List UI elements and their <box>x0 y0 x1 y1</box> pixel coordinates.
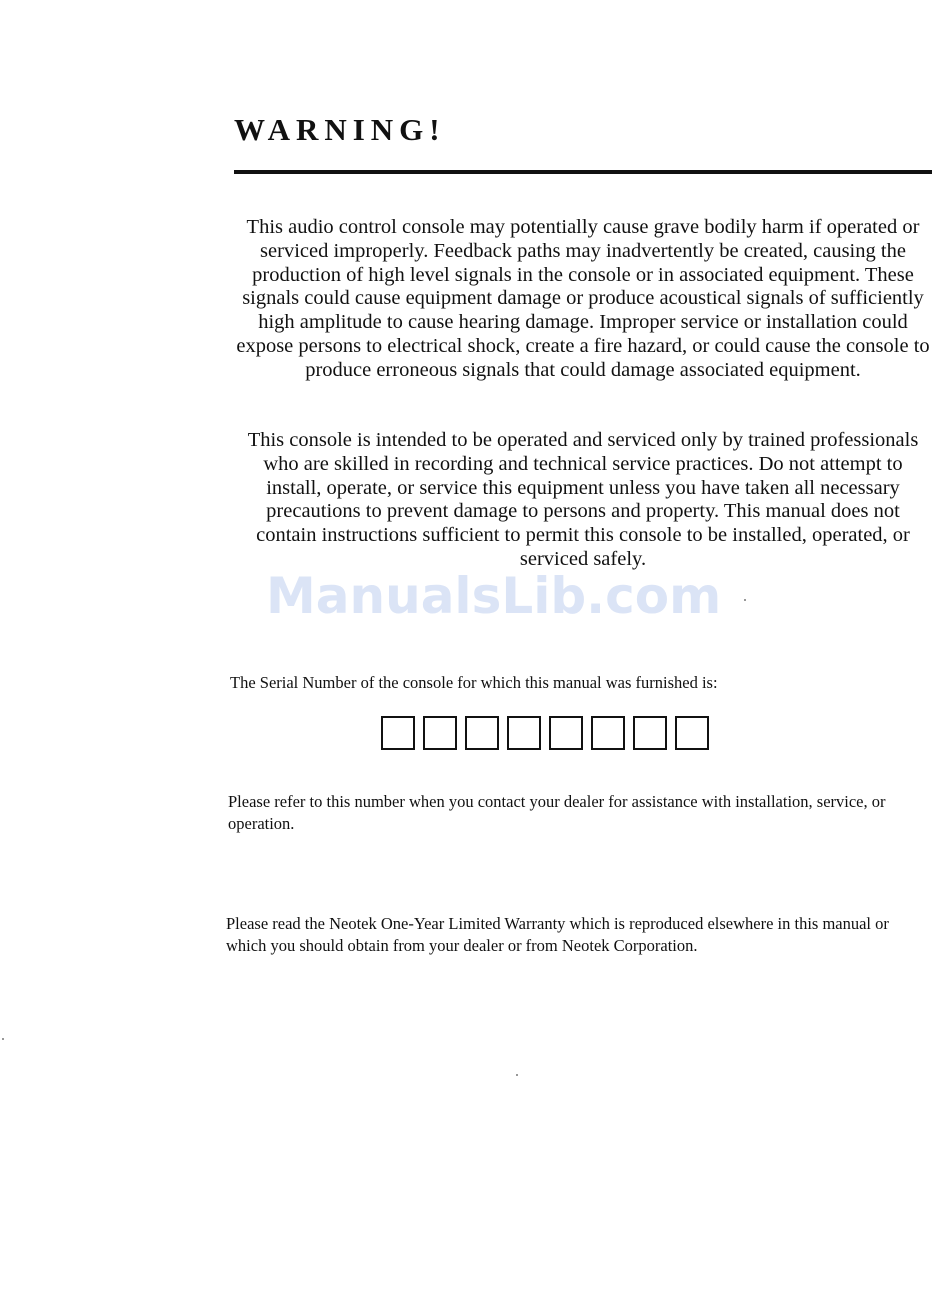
title-rule <box>234 170 932 174</box>
serial-number-boxes <box>381 716 709 750</box>
serial-digit-box <box>465 716 499 750</box>
serial-digit-box <box>549 716 583 750</box>
refer-instructions: Please refer to this number when you contact your dealer for assistance with installation, service, or operation. <box>228 792 886 833</box>
warning-paragraph-trained-professionals: This console is intended to be operated and serviced only by trained professionals who are skilled in recording and technical service practices. Do not attempt to install, operate, or service this equipment unless you have taken all necessary precautions to prevent damage to persons and property. This manual does not contain instructions sufficient to permit this console to be installed, operated, or serviced safely. <box>247 429 919 570</box>
page-title: WARNING! <box>234 112 446 147</box>
serial-digit-box <box>633 716 667 750</box>
scan-speck <box>744 599 746 601</box>
serial-digit-box <box>423 716 457 750</box>
serial-number-label: The Serial Number of the console for which this manual was furnished is: <box>230 673 718 692</box>
scan-speck <box>516 1074 518 1076</box>
warranty-notice: Please read the Neotek One-Year Limited Warranty which is reproduced elsewhere in this manual or which you should obtain from your dealer or from Neotek Corporation. <box>226 914 889 955</box>
scan-speck <box>2 1038 4 1040</box>
serial-digit-box <box>675 716 709 750</box>
warning-paragraph-hazards: This audio control console may potentially cause grave bodily harm if operated or serviced improperly. Feedback paths may inadvertently be created, causing the production of high level signals in the console or in associated equipment. These signals could cause equipment damage or produce acoustical signals of sufficiently high amplitude to cause hearing damage. Improper service or installation could expose persons to electrical shock, create a fire hazard, or could cause the console to produce erroneous signals that could damage associated equipment. <box>236 216 930 381</box>
serial-digit-box <box>381 716 415 750</box>
watermark-logo: ManualsLib.com <box>266 567 722 625</box>
serial-digit-box <box>507 716 541 750</box>
serial-digit-box <box>591 716 625 750</box>
